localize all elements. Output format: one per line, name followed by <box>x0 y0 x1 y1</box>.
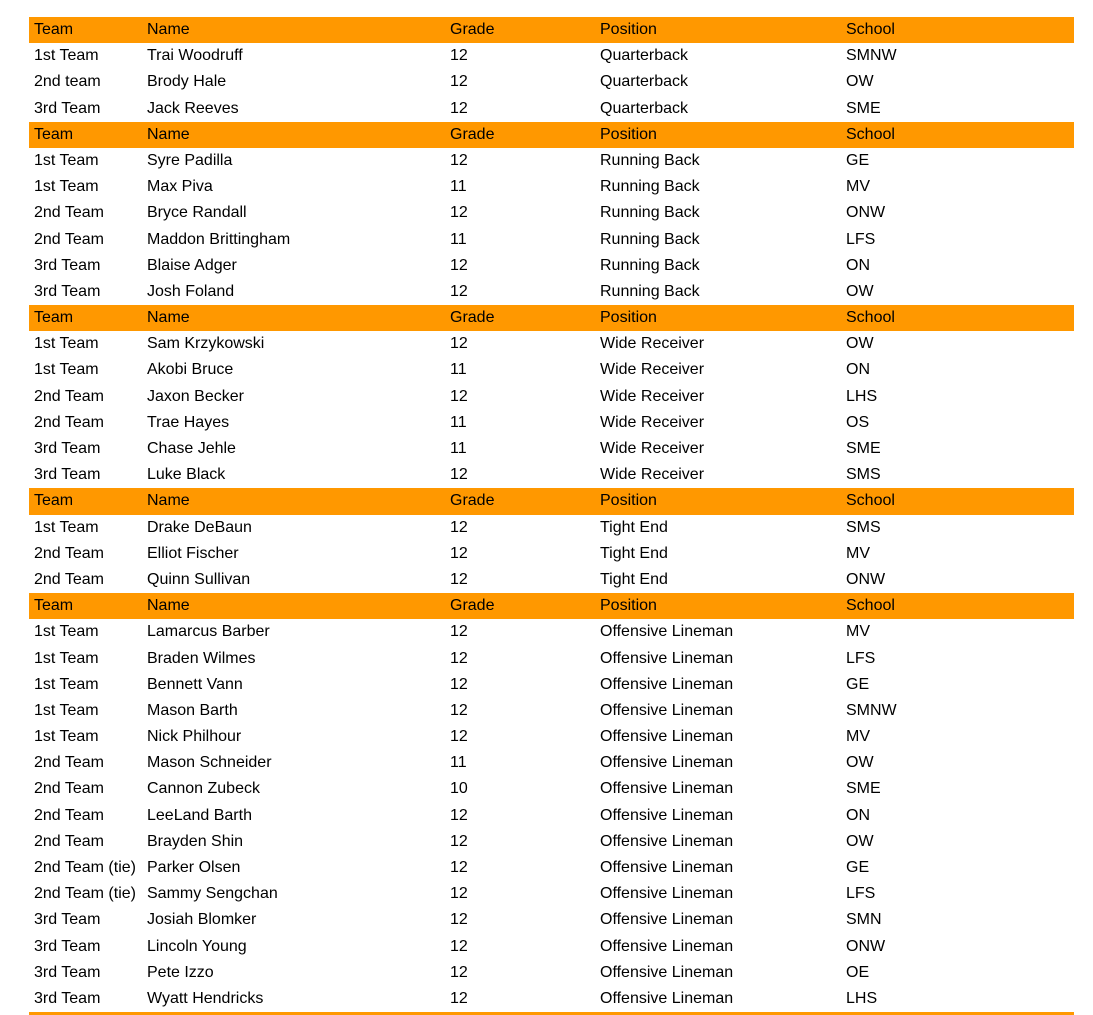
cell-name: Maddon Brittingham <box>147 230 291 248</box>
cell-grade: 12 <box>450 282 468 300</box>
cell-name: Jack Reeves <box>147 99 239 117</box>
cell-school: LFS <box>846 885 876 903</box>
cell-position: Running Back <box>600 204 700 222</box>
header-grade: Grade <box>450 21 495 38</box>
cell-school: MV <box>846 728 870 746</box>
cell-position: Offensive Lineman <box>600 911 734 929</box>
cell-position: Wide Receiver <box>600 413 705 431</box>
header-name: Name <box>147 125 190 143</box>
header-team: Team <box>34 21 74 38</box>
table-row <box>29 384 1074 410</box>
cell-position: Offensive Lineman <box>600 754 734 772</box>
cell-grade: 12 <box>450 256 468 274</box>
cell-school: LFS <box>846 649 876 667</box>
cell-school: OS <box>846 413 870 431</box>
cell-school: LFS <box>846 230 876 248</box>
cell-name: Bryce Randall <box>147 204 247 222</box>
cell-name: Sammy Sengchan <box>147 885 278 903</box>
cell-school: GE <box>846 675 870 693</box>
cell-name: Luke Black <box>147 466 226 484</box>
cell-position: Tight End <box>600 570 668 588</box>
cell-position: Tight End <box>600 518 668 536</box>
cell-name: Parker Olsen <box>147 859 241 876</box>
table-row <box>29 227 1074 253</box>
header-name: Name <box>147 492 190 510</box>
cell-name: Akobi Bruce <box>147 361 234 379</box>
cell-school: SMS <box>846 518 881 536</box>
cell-name: LeeLand Barth <box>147 806 252 824</box>
cell-team: 2nd Team (tie) <box>34 859 136 876</box>
cell-position: Offensive Lineman <box>600 937 734 955</box>
cell-school: SMNW <box>846 701 897 719</box>
cell-name: Mason Schneider <box>147 754 272 772</box>
table-row <box>29 96 1074 122</box>
cell-team: 3rd Team <box>34 989 101 1007</box>
cell-name: Trai Woodruff <box>147 47 243 65</box>
cell-team: 1st Team <box>34 675 99 693</box>
cell-name: Lamarcus Barber <box>147 623 270 641</box>
table-row <box>29 174 1074 200</box>
cell-name: Lincoln Young <box>147 937 247 955</box>
cell-school: OW <box>846 754 874 772</box>
cell-name: Blaise Adger <box>147 256 237 274</box>
cell-team: 2nd Team <box>34 570 104 588</box>
table-row <box>29 829 1074 855</box>
cell-grade: 11 <box>450 754 467 772</box>
cell-grade: 12 <box>450 989 468 1007</box>
cell-team: 2nd Team <box>34 780 104 798</box>
cell-position: Offensive Lineman <box>600 963 734 981</box>
cell-grade: 12 <box>450 806 468 824</box>
cell-team: 3rd Team <box>34 911 101 929</box>
cell-school: OW <box>846 73 874 91</box>
table-row <box>29 331 1074 357</box>
cell-position: Offensive Lineman <box>600 649 734 667</box>
cell-name: Josiah Blomker <box>147 911 257 929</box>
cell-team: 1st Team <box>34 728 99 746</box>
cell-position: Wide Receiver <box>600 440 705 457</box>
header-team: Team <box>34 492 74 510</box>
cell-grade: 11 <box>450 413 467 431</box>
cell-grade: 11 <box>450 361 467 379</box>
cell-grade: 12 <box>450 570 468 588</box>
cell-school: MV <box>846 623 870 641</box>
cell-school: ONW <box>846 937 886 955</box>
table-header-row <box>29 122 1074 148</box>
cell-grade: 12 <box>450 728 468 746</box>
cell-name: Cannon Zubeck <box>147 780 260 798</box>
table-row <box>29 803 1074 829</box>
cell-grade: 12 <box>450 859 468 876</box>
all-league-roster-table <box>29 17 1074 1012</box>
table-row <box>29 69 1074 95</box>
cell-name: Chase Jehle <box>147 440 236 457</box>
cell-grade: 12 <box>450 387 468 405</box>
header-team: Team <box>34 309 74 327</box>
cell-name: Pete Izzo <box>147 963 214 981</box>
table-header-row <box>29 17 1074 43</box>
header-position: Position <box>600 125 657 143</box>
table-row <box>29 436 1074 462</box>
header-team: Team <box>34 125 74 143</box>
cell-position: Wide Receiver <box>600 387 705 405</box>
cell-team: 1st Team <box>34 649 99 667</box>
cell-grade: 12 <box>450 151 468 169</box>
cell-position: Offensive Lineman <box>600 989 734 1007</box>
cell-position: Running Back <box>600 282 700 300</box>
cell-grade: 12 <box>450 73 468 91</box>
cell-name: Josh Foland <box>147 282 235 300</box>
cell-position: Wide Receiver <box>600 335 705 353</box>
cell-team: 3rd Team <box>34 937 101 955</box>
cell-grade: 12 <box>450 335 468 353</box>
cell-position: Offensive Lineman <box>600 728 734 746</box>
cell-school: OE <box>846 963 870 981</box>
cell-grade: 12 <box>450 518 468 536</box>
table-row <box>29 934 1074 960</box>
cell-position: Offensive Lineman <box>600 780 734 798</box>
cell-team: 3rd Team <box>34 282 101 300</box>
cell-team: 2nd Team <box>34 754 104 772</box>
header-position: Position <box>600 597 657 615</box>
cell-grade: 12 <box>450 649 468 667</box>
cell-grade: 12 <box>450 675 468 693</box>
cell-position: Offensive Lineman <box>600 623 734 641</box>
cell-grade: 11 <box>450 440 467 457</box>
cell-team: 1st Team <box>34 623 99 641</box>
header-grade: Grade <box>450 309 495 327</box>
table-row <box>29 279 1074 305</box>
cell-team: 3rd Team <box>34 440 101 457</box>
table-row <box>29 515 1074 541</box>
header-school: School <box>846 492 895 510</box>
cell-position: Quarterback <box>600 99 689 117</box>
cell-school: SMS <box>846 466 881 484</box>
cell-name: Elliot Fischer <box>147 544 239 562</box>
table-row <box>29 567 1074 593</box>
table-row <box>29 724 1074 750</box>
cell-grade: 11 <box>450 230 467 248</box>
table-row <box>29 986 1074 1012</box>
cell-school: OW <box>846 335 874 353</box>
header-grade: Grade <box>450 492 495 510</box>
cell-team: 2nd Team <box>34 832 104 850</box>
cell-school: ONW <box>846 204 886 222</box>
cell-school: MV <box>846 178 870 196</box>
cell-name: Drake DeBaun <box>147 518 252 536</box>
header-grade: Grade <box>450 125 495 143</box>
cell-grade: 12 <box>450 701 468 719</box>
cell-name: Brody Hale <box>147 73 227 91</box>
cell-name: Quinn Sullivan <box>147 570 251 588</box>
cell-name: Wyatt Hendricks <box>147 989 264 1007</box>
table-row <box>29 776 1074 802</box>
table-row <box>29 148 1074 174</box>
header-position: Position <box>600 21 657 38</box>
cell-position: Wide Receiver <box>600 361 705 379</box>
header-team: Team <box>34 597 74 615</box>
cell-school: ON <box>846 256 870 274</box>
cell-team: 2nd Team <box>34 230 104 248</box>
table-row <box>29 907 1074 933</box>
cell-name: Max Piva <box>147 178 213 196</box>
cell-position: Quarterback <box>600 47 689 65</box>
table-row <box>29 881 1074 907</box>
cell-school: ONW <box>846 570 886 588</box>
cell-school: LHS <box>846 387 878 405</box>
cell-team: 1st Team <box>34 178 99 196</box>
cell-position: Quarterback <box>600 73 689 91</box>
cell-school: SMNW <box>846 47 897 65</box>
cell-team: 1st Team <box>34 47 99 65</box>
cell-team: 1st Team <box>34 518 99 536</box>
cell-position: Offensive Lineman <box>600 675 734 693</box>
cell-school: SME <box>846 99 881 117</box>
header-name: Name <box>147 309 190 327</box>
cell-school: OW <box>846 832 874 850</box>
cell-grade: 11 <box>450 178 467 196</box>
cell-team: 3rd Team <box>34 99 101 117</box>
table-row <box>29 357 1074 383</box>
cell-team: 2nd team <box>34 73 101 91</box>
cell-grade: 12 <box>450 937 468 955</box>
cell-position: Running Back <box>600 151 700 169</box>
cell-team: 2nd Team <box>34 204 104 222</box>
cell-grade: 12 <box>450 623 468 641</box>
table-row <box>29 750 1074 776</box>
cell-position: Tight End <box>600 544 668 562</box>
cell-position: Offensive Lineman <box>600 806 734 824</box>
cell-name: Syre Padilla <box>147 151 233 169</box>
cell-team: 1st Team <box>34 151 99 169</box>
table-row <box>29 855 1074 881</box>
cell-position: Running Back <box>600 256 700 274</box>
cell-team: 2nd Team (tie) <box>34 885 136 903</box>
cell-grade: 12 <box>450 911 468 929</box>
cell-position: Offensive Lineman <box>600 859 734 876</box>
cell-team: 2nd Team <box>34 413 104 431</box>
cell-team: 1st Team <box>34 335 99 353</box>
header-name: Name <box>147 21 190 38</box>
table-row <box>29 253 1074 279</box>
cell-name: Brayden Shin <box>147 832 244 850</box>
table-row <box>29 619 1074 645</box>
cell-name: Sam Krzykowski <box>147 335 265 353</box>
cell-team: 3rd Team <box>34 256 101 274</box>
header-position: Position <box>600 492 657 510</box>
cell-team: 1st Team <box>34 361 99 379</box>
table-header-row <box>29 593 1074 619</box>
cell-grade: 12 <box>450 99 468 117</box>
cell-school: ON <box>846 361 870 379</box>
cell-team: 3rd Team <box>34 963 101 981</box>
table-header-row <box>29 305 1074 331</box>
cell-team: 3rd Team <box>34 466 101 484</box>
cell-grade: 12 <box>450 885 468 903</box>
cell-grade: 12 <box>450 544 468 562</box>
cell-school: SME <box>846 440 881 457</box>
cell-position: Running Back <box>600 178 700 196</box>
cell-grade: 10 <box>450 780 468 798</box>
header-school: School <box>846 125 895 143</box>
cell-position: Offensive Lineman <box>600 701 734 719</box>
cell-grade: 12 <box>450 466 468 484</box>
cell-school: SME <box>846 780 881 798</box>
header-position: Position <box>600 309 657 327</box>
cell-position: Running Back <box>600 230 700 248</box>
cell-team: 2nd Team <box>34 544 104 562</box>
header-school: School <box>846 309 895 327</box>
table-row <box>29 672 1074 698</box>
cell-name: Trae Hayes <box>147 413 230 431</box>
cell-school: ON <box>846 806 870 824</box>
header-school: School <box>846 597 895 615</box>
cell-team: 2nd Team <box>34 387 104 405</box>
cell-grade: 12 <box>450 204 468 222</box>
cell-grade: 12 <box>450 963 468 981</box>
cell-position: Offensive Lineman <box>600 832 734 850</box>
cell-position: Offensive Lineman <box>600 885 734 903</box>
header-school: School <box>846 21 895 38</box>
table-row <box>29 462 1074 488</box>
cell-grade: 12 <box>450 47 468 65</box>
cell-school: GE <box>846 151 870 169</box>
table-row <box>29 646 1074 672</box>
table-row <box>29 960 1074 986</box>
cell-school: LHS <box>846 989 878 1007</box>
cell-team: 1st Team <box>34 701 99 719</box>
cell-school: GE <box>846 859 870 876</box>
table-row <box>29 541 1074 567</box>
table-header-row <box>29 488 1074 514</box>
table-row <box>29 698 1074 724</box>
table-row <box>29 410 1074 436</box>
cell-grade: 12 <box>450 832 468 850</box>
cell-team: 2nd Team <box>34 806 104 824</box>
cell-school: OW <box>846 282 874 300</box>
cell-school: SMN <box>846 911 882 929</box>
header-grade: Grade <box>450 597 495 615</box>
table-row <box>29 43 1074 69</box>
cell-position: Wide Receiver <box>600 466 705 484</box>
cell-name: Nick Philhour <box>147 728 242 746</box>
cell-name: Braden Wilmes <box>147 649 256 667</box>
cell-name: Bennett Vann <box>147 675 243 693</box>
cell-name: Mason Barth <box>147 701 238 719</box>
cell-name: Jaxon Becker <box>147 387 244 405</box>
header-name: Name <box>147 597 190 615</box>
cell-school: MV <box>846 544 870 562</box>
table-row <box>29 200 1074 226</box>
